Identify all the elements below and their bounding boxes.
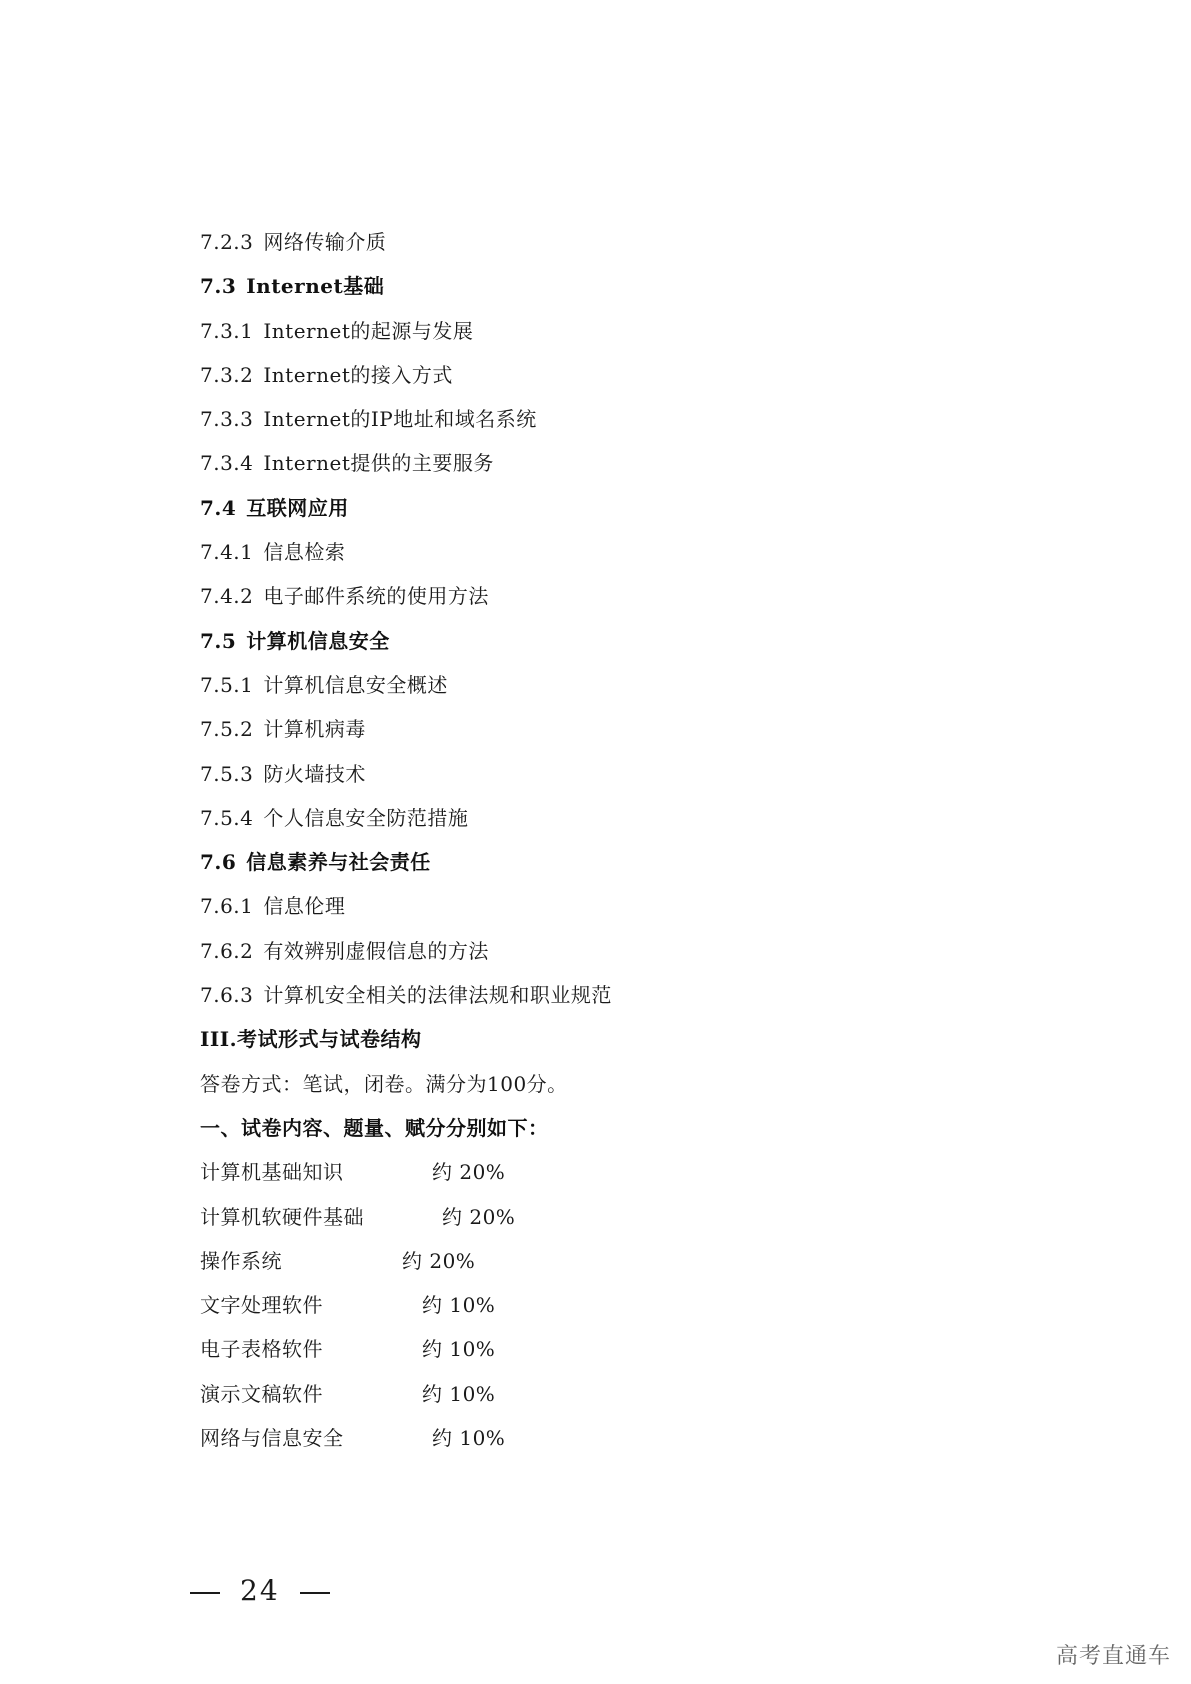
section-number: 7.4 [200, 495, 237, 520]
toc-line-7-6-2 [200, 929, 1000, 973]
section-title: 防火墙技术 [263, 761, 366, 786]
page-content [200, 220, 1000, 1460]
toc-line-7-3-1 [200, 309, 1000, 353]
section-number: 7.4.1 [200, 540, 254, 565]
section-title: 互联网应用 [246, 495, 349, 520]
section-title: 计算机安全相关的法律法规和职业规范 [263, 983, 612, 1008]
score-row [200, 1372, 1000, 1416]
score-subject: 计算机软硬件基础 [200, 1204, 364, 1229]
score-subject: 计算机基础知识 [200, 1160, 344, 1185]
toc-line-7-3-4 [200, 441, 1000, 485]
dash-left [190, 1592, 220, 1594]
toc-line-7-4-1 [200, 530, 1000, 574]
section-title: 计算机病毒 [263, 717, 366, 742]
structure-heading: 一、试卷内容、题量、赋分分别如下： [200, 1115, 549, 1140]
score-subject: 演示文稿软件 [200, 1381, 323, 1406]
section-title: 信息伦理 [263, 894, 346, 919]
score-row [200, 1416, 1000, 1460]
section-heading: III.考试形式与试卷结构 [200, 1027, 422, 1052]
page-number-footer [190, 1574, 330, 1607]
dash-right [300, 1592, 330, 1594]
toc-heading-7-3 [200, 264, 1000, 308]
section-title: 信息素养与社会责任 [246, 850, 431, 875]
section-number: 7.5.3 [200, 761, 254, 786]
section-number: 7.5.2 [200, 717, 254, 742]
exam-mode-text: 答卷方式：笔试，闭卷。满分为100分。 [200, 1071, 568, 1096]
toc-line-7-5-1 [200, 663, 1000, 707]
score-row [200, 1195, 1000, 1239]
section-number: 7.5 [200, 628, 237, 653]
section-title: 计算机信息安全概述 [263, 672, 448, 697]
score-percent: 约 10% [422, 1293, 496, 1318]
section-title: 电子邮件系统的使用方法 [263, 584, 489, 609]
section-title: Internet提供的主要服务 [263, 451, 494, 476]
score-row [200, 1327, 1000, 1371]
toc-line-7-3-2 [200, 353, 1000, 397]
section-number: 7.5.4 [200, 805, 254, 830]
score-percent: 约 20% [432, 1160, 506, 1185]
section-number: 7.5.1 [200, 672, 254, 697]
section-title: Internet的起源与发展 [263, 318, 474, 343]
score-percent: 约 10% [432, 1426, 506, 1451]
score-subject: 文字处理软件 [200, 1293, 323, 1318]
section-title: Internet的接入方式 [263, 362, 453, 387]
toc-line-7-6-1 [200, 884, 1000, 928]
score-percent: 约 20% [402, 1248, 476, 1273]
score-percent: 约 10% [422, 1381, 496, 1406]
score-percent: 约 10% [422, 1337, 496, 1362]
toc-heading-7-4 [200, 486, 1000, 530]
section-title: 个人信息安全防范措施 [263, 805, 469, 830]
section-title: Internet的IP地址和域名系统 [263, 407, 537, 432]
section-number: 7.6.1 [200, 894, 254, 919]
section-number: 7.3.1 [200, 318, 254, 343]
toc-line-7-5-3 [200, 752, 1000, 796]
section-number: 7.2.3 [200, 230, 254, 254]
toc-line-7-6-3 [200, 973, 1000, 1017]
section-number: 7.3 [200, 274, 237, 299]
section-number: 7.6.2 [200, 938, 254, 963]
section-title: Internet基础 [246, 274, 385, 299]
section-number: 7.6 [200, 850, 237, 875]
section-title: 有效辨别虚假信息的方法 [263, 938, 489, 963]
section-title: 信息检索 [263, 540, 346, 565]
score-subject: 电子表格软件 [200, 1337, 323, 1362]
score-subject: 操作系统 [200, 1248, 282, 1273]
toc-line-7-5-4 [200, 796, 1000, 840]
score-row [200, 1239, 1000, 1283]
section-number: 7.6.3 [200, 983, 254, 1008]
score-percent: 约 20% [442, 1204, 516, 1229]
toc-line-7-3-3 [200, 397, 1000, 441]
toc-heading-7-5 [200, 619, 1000, 663]
toc-heading-7-6 [200, 840, 1000, 884]
section-number: 7.4.2 [200, 584, 254, 609]
watermark-text: 高考直通车 [1055, 1644, 1171, 1669]
section-number: 7.3.2 [200, 362, 254, 387]
section-title: 计算机信息安全 [246, 628, 390, 653]
section-title: 网络传输介质 [263, 230, 387, 254]
score-subject: 网络与信息安全 [200, 1426, 344, 1451]
toc-line-7-4-2 [200, 574, 1000, 618]
page-number: 24 [240, 1574, 280, 1607]
score-row [200, 1150, 1000, 1194]
score-row [200, 1283, 1000, 1327]
section-number: 7.3.3 [200, 407, 254, 432]
section-number: 7.3.4 [200, 451, 254, 476]
toc-line-7-5-2 [200, 707, 1000, 751]
toc-line-7-2-3 [200, 220, 1000, 264]
